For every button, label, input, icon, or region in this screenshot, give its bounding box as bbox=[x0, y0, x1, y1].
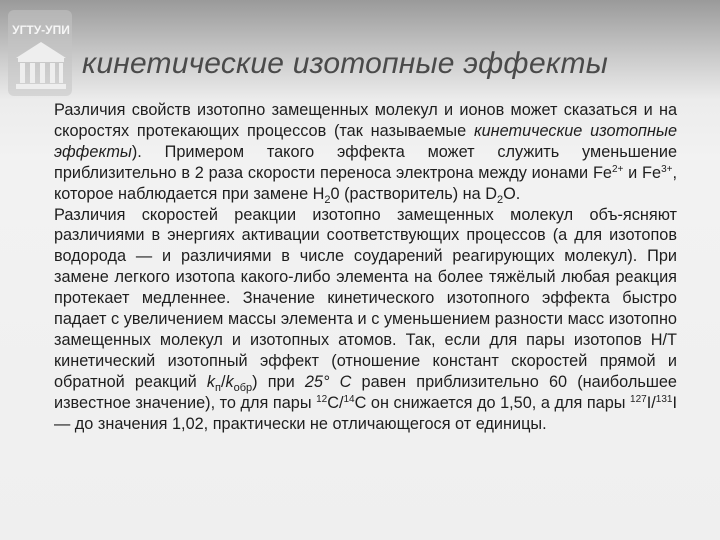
subscript: 2 bbox=[324, 193, 331, 206]
text-run: и Fe bbox=[623, 163, 662, 182]
italic-term: кинетические изотопные эффекты bbox=[54, 121, 678, 161]
text-run: C он снижается до 1,50, а для пары bbox=[354, 393, 631, 412]
symbol: k bbox=[225, 372, 234, 391]
superscript: 14 bbox=[343, 393, 355, 405]
text-run: / bbox=[220, 372, 226, 391]
text-run: равен приблизительно 60 (наибольшее известное значение), то для пары bbox=[54, 372, 677, 412]
subscript: обр bbox=[233, 381, 253, 394]
superscript: 127 bbox=[630, 393, 647, 405]
temperature: 25° C bbox=[304, 372, 352, 391]
text-run: Различия скоростей реакции изотопно замещенных молекул объ-ясняют различиями в энергиях активации соответствующих процессов (а для изотопов водорода — и различиями в числе соударений реагирующих молекул). При замене легкого изотопа какого-либо элемента на более тяжёлый любая реакция протекает медленнее. Значение кинетического изотопного эффекта быстро падает с увеличением массы элемента и с уменьшением разности масс изотопно замещенных молекул и изотопных атомов. Так, если для пары изотопов H/T кинетический изотопный эффект (отношение констант скоростей прямой и обратной реакций bbox=[54, 205, 677, 391]
paragraph-1 bbox=[54, 100, 677, 205]
university-building-logo-icon bbox=[6, 8, 76, 100]
text-run: I — до значения 1,02, практически не отличающегося от единицы. bbox=[54, 393, 677, 433]
paragraph-2 bbox=[54, 205, 677, 435]
subscript: 2 bbox=[496, 193, 504, 206]
text-run: Различия свойств изотопно замещенных молекул и ионов может сказаться и на скоростях протекающих процессов (так называемые bbox=[54, 101, 677, 140]
text-run: C/ bbox=[327, 393, 344, 412]
subscript: п bbox=[214, 381, 221, 394]
text-run: 0 (растворитель) на D bbox=[330, 184, 497, 203]
university-logo bbox=[6, 8, 76, 100]
superscript: 12 bbox=[316, 393, 328, 405]
text-run: ). Примером такого эффекта может служить уменьшение приблизительно в 2 раза скорости переноса электрона между ионами Fe bbox=[54, 142, 677, 182]
text-run: ) при bbox=[252, 372, 305, 391]
symbol: k bbox=[206, 372, 215, 391]
text-run: O. bbox=[503, 184, 521, 203]
logo-text: УГТУ-УПИ bbox=[12, 23, 70, 37]
superscript: 131 bbox=[655, 393, 673, 405]
page-title: кинетические изотопные эффекты bbox=[82, 47, 609, 80]
text-run: , которое наблюдается при замене H bbox=[54, 163, 677, 203]
text-run: I/ bbox=[646, 393, 656, 412]
superscript: 2+ bbox=[611, 163, 624, 175]
superscript: 3+ bbox=[661, 163, 673, 175]
body-text bbox=[54, 100, 677, 435]
